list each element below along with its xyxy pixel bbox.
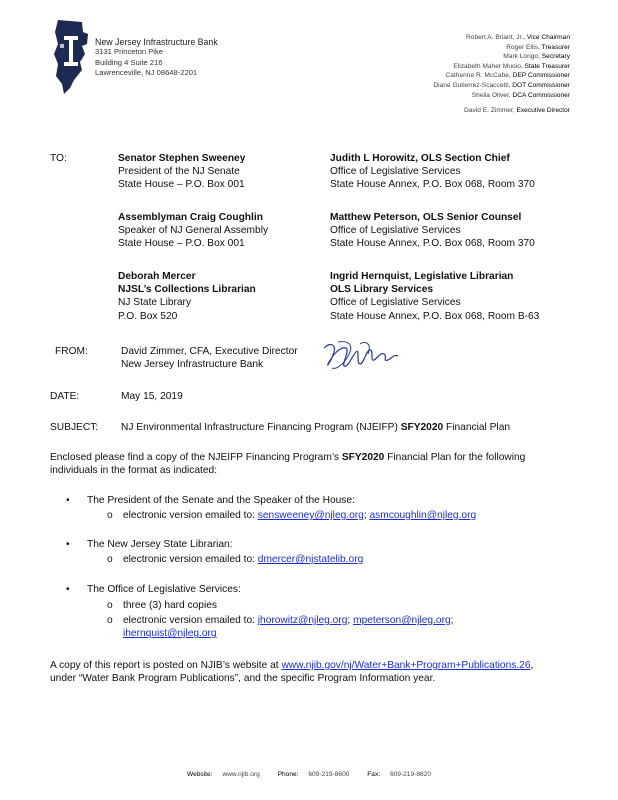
list-sub-item: electronic version emailed to: jhorowitz@njleg.org; mpeterson@njleg.org; ihernquist@njleg.org	[123, 615, 454, 640]
sub-bullet-icon: o	[107, 554, 113, 565]
recipient-ols-chief: Judith L Horowitz, OLS Section Chief Office of Legislative Services State House Annex, P.O. Box 068, Room 370	[330, 153, 535, 191]
email-link[interactable]: sensweeney@njleg.org	[257, 510, 364, 521]
list-sub-item: three (3) hard copies	[123, 600, 218, 611]
recipient-librarian: Deborah Mercer NJSL’s Collections Librarian NJ State Library P.O. Box 520	[118, 271, 256, 322]
sub-bullet-icon: o	[107, 600, 113, 611]
sub-bullet-icon: o	[107, 615, 113, 626]
from-label: FROM:	[55, 346, 88, 357]
executive-director: David E. Zimmer, Executive Director	[464, 107, 570, 115]
signature	[320, 338, 400, 383]
address-line: Lawrenceville, NJ 08648-2201	[95, 68, 198, 78]
email-link[interactable]: jhorowitz@njleg.org	[257, 615, 348, 626]
from-block: David Zimmer, CFA, Executive Director New Jersey Infrastructure Bank	[121, 346, 298, 371]
bullet-icon: •	[66, 495, 70, 506]
board-member: Catherine R. McCabe, DEP Commissioner	[445, 72, 570, 80]
list-sub-item: electronic version emailed to: sensweeney@njleg.org; asmcoughlin@njleg.org	[123, 510, 477, 521]
email-link[interactable]: ihernquist@njleg.org	[123, 628, 217, 640]
subject-label: SUBJECT:	[50, 422, 99, 433]
website-link[interactable]: www.njib.gov/nj/Water+Bank+Program+Publications.26	[281, 660, 531, 671]
to-label: TO:	[50, 153, 67, 164]
letterhead-address	[95, 37, 218, 79]
board-list	[433, 33, 570, 116]
subject-line: NJ Environmental Infrastructure Financing Program (NJEIFP) SFY2020 Financial Plan	[121, 422, 511, 433]
footer: Website: www.njib.org Phone: 609-219-8600 Fax: 609-219-8620	[186, 771, 432, 778]
bullet-icon: •	[66, 584, 70, 595]
address-line: 3131 Princeton Pike	[95, 47, 163, 57]
recipient-ols-counsel: Matthew Peterson, OLS Senior Counsel Office of Legislative Services State House Annex, P.O. Box 068, Room 370	[330, 212, 535, 250]
distribution-list	[0, 494, 618, 644]
list-sub-item: electronic version emailed to: dmercer@njstatelib.org	[123, 554, 364, 565]
board-member: Robert A. Briant, Jr., Vice Chairman	[466, 34, 570, 41]
sub-bullet-icon: o	[107, 510, 113, 521]
email-link[interactable]: dmercer@njstatelib.org	[257, 554, 364, 565]
email-link[interactable]: mpeterson@njleg.org	[353, 615, 451, 626]
board-member: Roger Ellis, Treasurer	[506, 43, 570, 51]
board-member: Mark Longo, Secretary	[503, 53, 570, 61]
recipient-assembly: Assemblyman Craig Coughlin Speaker of NJ General Assembly State House – P.O. Box 001	[118, 212, 269, 250]
recipient-ols-library: Ingrid Hernquist, Legislative Librarian OLS Library Services Office of Legislative Services State House Annex, P.O. Box 068, Room B-63	[330, 271, 540, 322]
list-item: The President of the Senate and the Speaker of the House:	[87, 495, 355, 506]
board-member: Sheila Oliver, DCA Commissioner	[471, 91, 570, 99]
footer-fax: 609-219-8620	[389, 771, 432, 778]
bullet-icon: •	[66, 539, 70, 550]
njib-logo	[52, 18, 92, 101]
footer-phone: 609-219-8600	[308, 771, 350, 778]
email-link[interactable]: asmcoughlin@njleg.org	[369, 510, 477, 521]
list-item: The Office of Legislative Services:	[87, 584, 241, 595]
intro-paragraph: Enclosed please find a copy of the NJEIFP Financing Program’s SFY2020 Financial Plan for the following individuals in the format as indicated:	[50, 452, 526, 477]
list-item: The New Jersey State Librarian:	[87, 539, 233, 550]
closing-paragraph: A copy of this report is posted on NJIB’s website at www.njib.gov/nj/Water+Bank+Program+Publications.26, under “Water Bank Program Publications”, and the specific Program Information year.	[50, 660, 534, 685]
date-value: May 15, 2019	[121, 391, 183, 402]
footer-website: www.njib.org	[222, 771, 260, 778]
date-label: DATE:	[50, 391, 80, 402]
board-member: Diane Gutierrez-Scaccetti, DOT Commissioner	[433, 81, 570, 89]
org-name: New Jersey Infrastructure Bank	[95, 37, 218, 47]
address-line: Building 4 Suite 216	[95, 57, 163, 67]
recipient-senate: Senator Stephen Sweeney President of the NJ Senate State House – P.O. Box 001	[118, 153, 246, 191]
board-member: Elizabeth Maher Muoio, State Treasurer	[453, 62, 570, 70]
